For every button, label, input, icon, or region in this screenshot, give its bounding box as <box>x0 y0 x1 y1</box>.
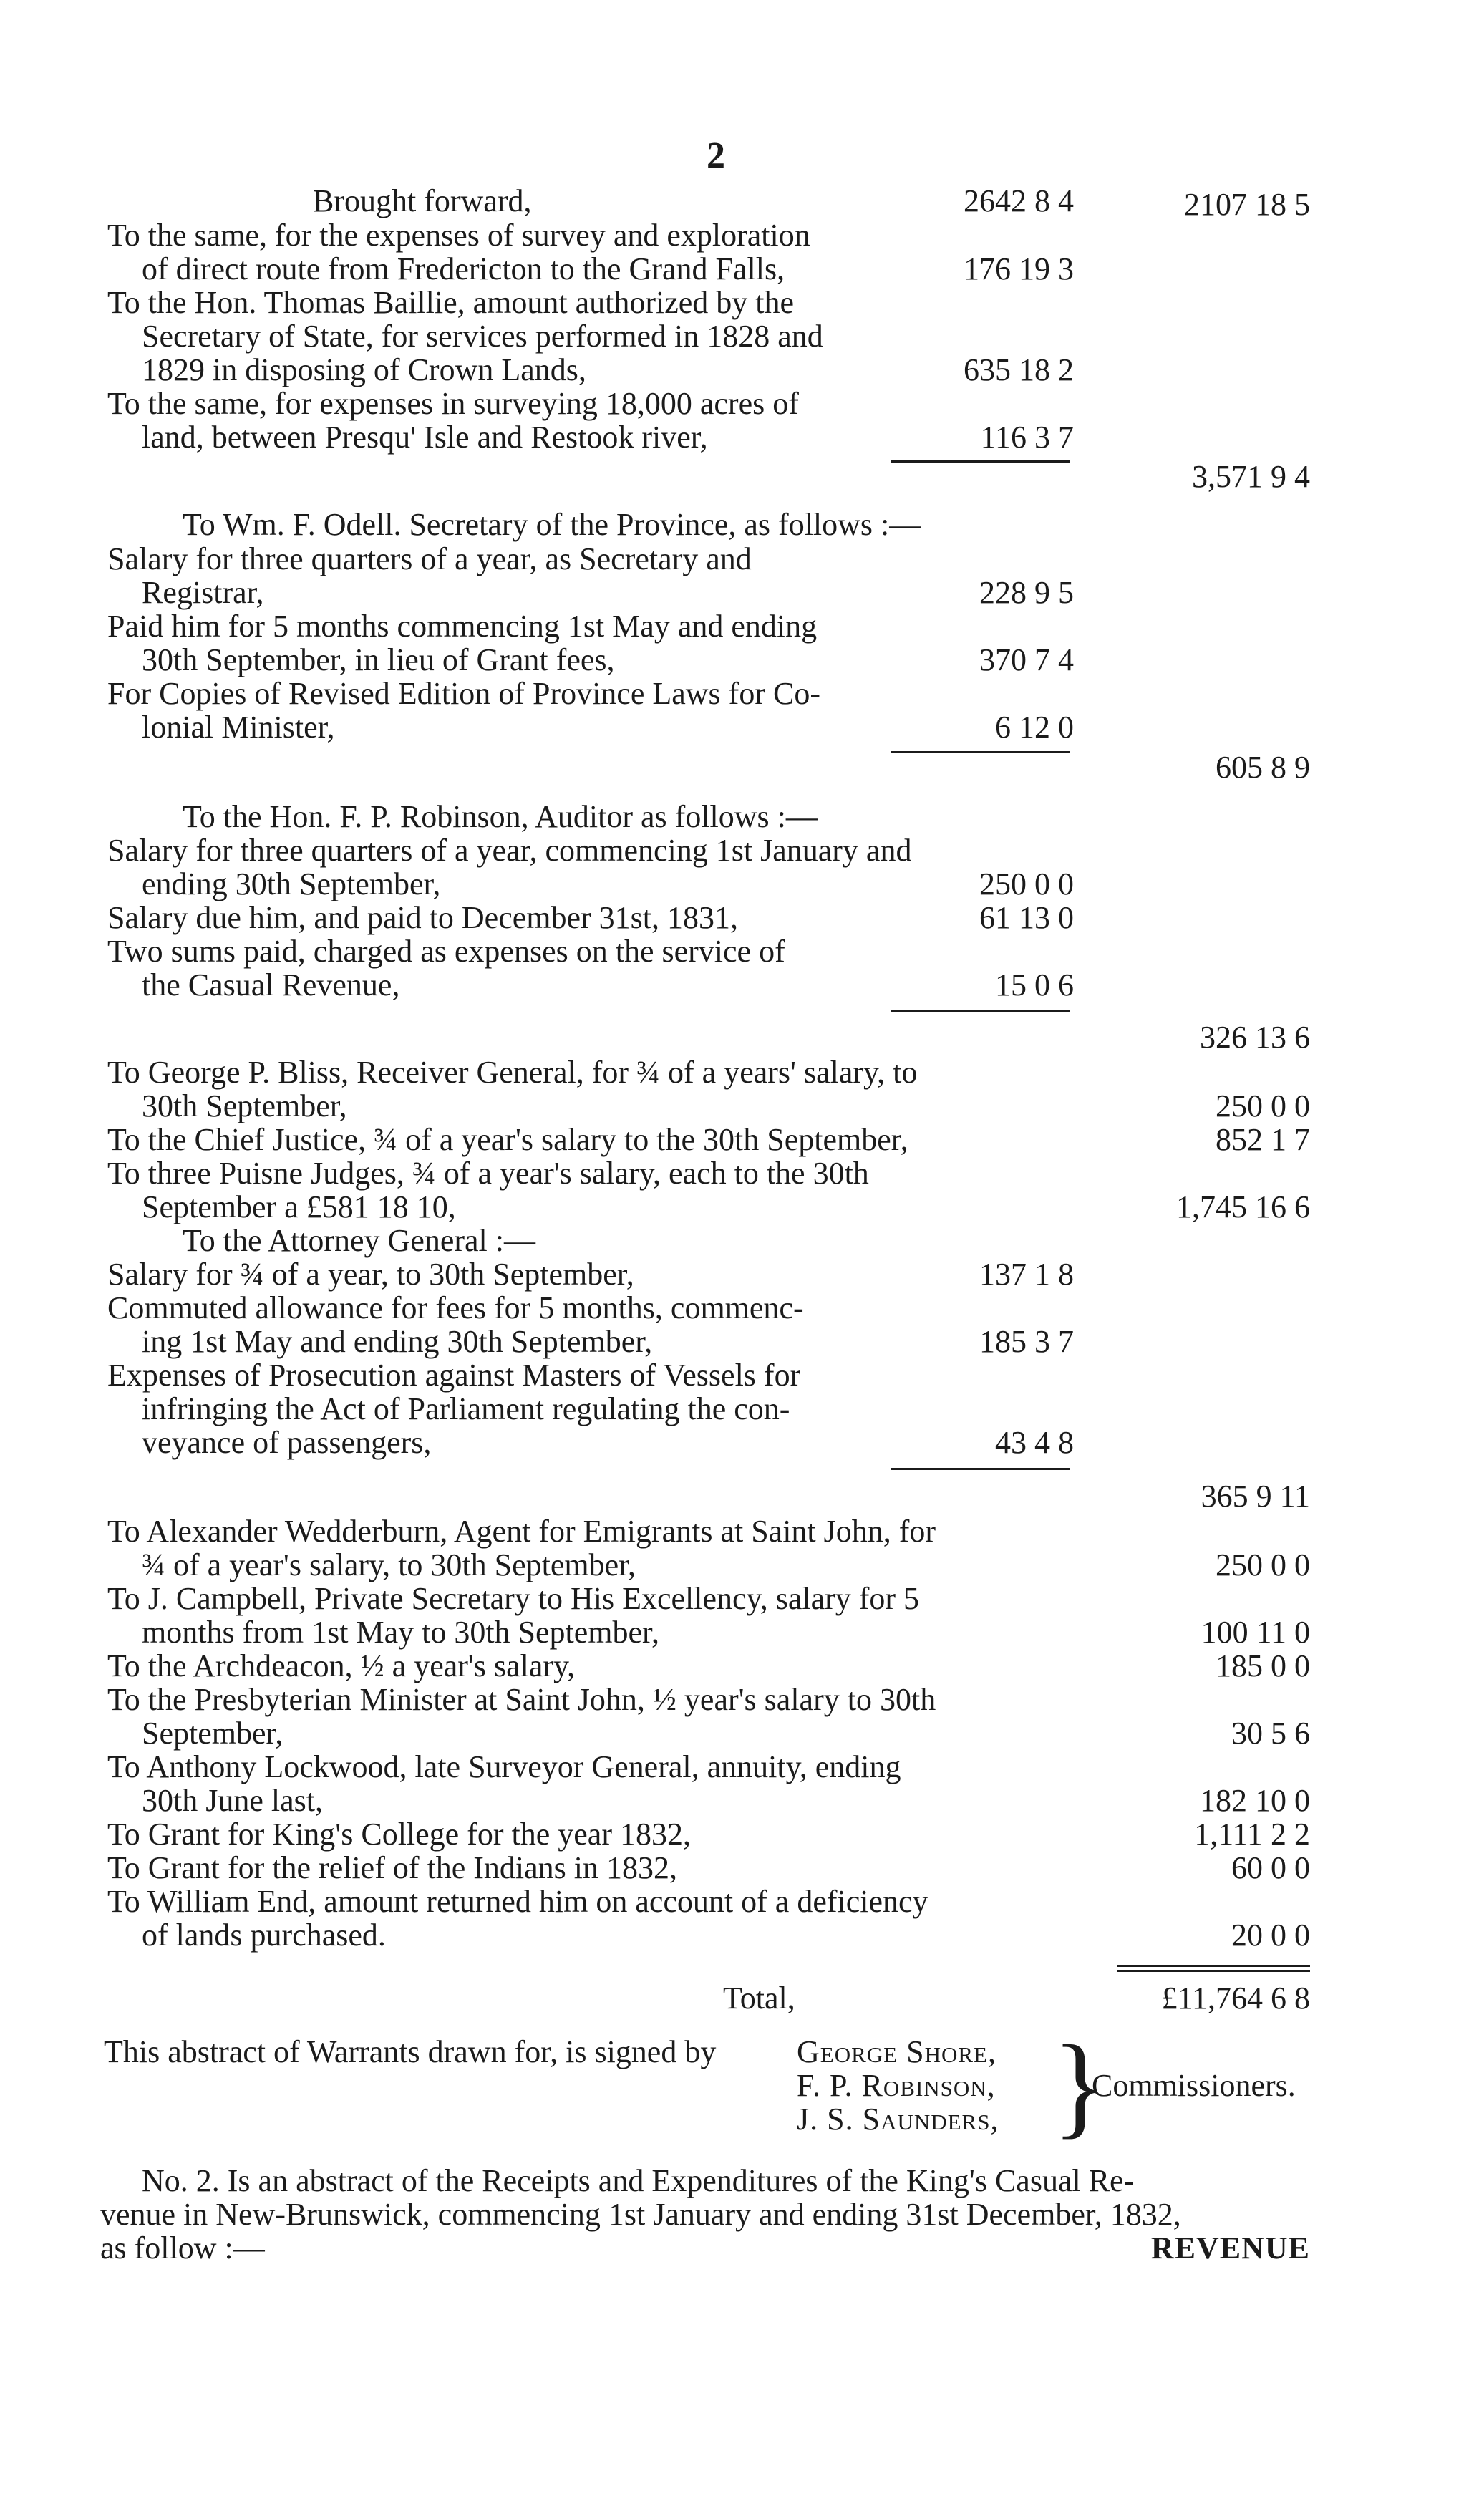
subtotal: 326 13 6 <box>1200 1020 1310 1055</box>
closing-text: venue in New-Brunswick, commencing 1st January and ending 31st December, 1832, <box>100 2197 1181 2232</box>
entry-text: To the same, for expenses in surveying 18,000 acres of <box>107 386 799 421</box>
entry-text: September, <box>142 1716 283 1751</box>
section-heading: To the Attorney General :— <box>183 1223 536 1258</box>
amount-right: 185 0 0 <box>1216 1648 1310 1683</box>
entry-text: To the Chief Justice, ¾ of a year's salary to the 30th September, <box>107 1122 908 1157</box>
sum-rule <box>891 751 1070 753</box>
catchword: REVENUE <box>1150 2230 1310 2266</box>
amount-right: 30 5 6 <box>1231 1716 1310 1751</box>
amount-left: 6 12 0 <box>995 710 1074 745</box>
entry-text: months from 1st May to 30th September, <box>142 1615 659 1650</box>
amount-left: 185 3 7 <box>979 1324 1074 1359</box>
entry-text: Salary due him, and paid to December 31st, 1831, <box>107 900 739 935</box>
amount-left: 15 0 6 <box>995 967 1074 1002</box>
signatory-name: George Shore, <box>797 2034 996 2069</box>
entry-text: To the Hon. Thomas Baillie, amount authorized by the <box>107 285 795 320</box>
amount-left: 43 4 8 <box>995 1425 1074 1460</box>
section-heading: To Wm. F. Odell. Secretary of the Province, as follows :— <box>183 507 921 542</box>
amount-right: 852 1 7 <box>1216 1122 1310 1157</box>
section-heading: To the Hon. F. P. Robinson, Auditor as follows :— <box>183 799 818 834</box>
closing-text: No. 2. Is an abstract of the Receipts and Expenditures of the King's Casual Re- <box>142 2163 1135 2198</box>
entry-text: Paid him for 5 months commencing 1st May and ending <box>107 609 818 644</box>
entry-text: 30th September, in lieu of Grant fees, <box>142 642 615 677</box>
entry-text: veyance of passengers, <box>142 1425 432 1460</box>
page-number: 2 <box>707 135 725 176</box>
entry-text: For Copies of Revised Edition of Province Laws for Co- <box>107 676 820 711</box>
amount-right: 1,111 2 2 <box>1194 1817 1310 1852</box>
entry-text: Expenses of Prosecution against Masters of Vessels for <box>107 1358 801 1393</box>
entry-text: Registrar, <box>142 575 264 610</box>
entry-text: Salary for ¾ of a year, to 30th September, <box>107 1257 634 1292</box>
brace-glyph: } <box>1052 2021 1107 2149</box>
subtotal: 3,571 9 4 <box>1192 459 1310 494</box>
entry-text: the Casual Revenue, <box>142 967 400 1002</box>
signatory-name: J. S. Saunders, <box>797 2102 999 2137</box>
amount-right: 1,745 16 6 <box>1176 1189 1310 1224</box>
total-rule <box>1117 1965 1310 1967</box>
amount-right: 20 0 0 <box>1231 1918 1310 1953</box>
signatory-name: F. P. Robinson, <box>797 2068 996 2103</box>
entry-text: lonial Minister, <box>142 710 335 745</box>
amount-right: 182 10 0 <box>1200 1783 1310 1818</box>
entry-text: land, between Presqu' Isle and Restook river, <box>142 420 708 455</box>
entry-text: of lands purchased. <box>142 1918 386 1953</box>
amount-left: 116 3 7 <box>980 420 1074 455</box>
amount-right: 60 0 0 <box>1231 1850 1310 1885</box>
entry-text: ¾ of a year's salary, to 30th September, <box>142 1547 636 1582</box>
closing-text: as follow :— <box>100 2230 265 2266</box>
entry-text: To the Presbyterian Minister at Saint John, ½ year's salary to 30th <box>107 1682 936 1717</box>
entry-text: To Grant for the relief of the Indians in 1832, <box>107 1850 678 1885</box>
sum-rule <box>891 1468 1070 1470</box>
amount-left: 137 1 8 <box>979 1257 1074 1292</box>
entry-text: To Alexander Wedderburn, Agent for Emigrants at Saint John, for <box>107 1514 936 1549</box>
entry-text: Salary for three quarters of a year, as Secretary and <box>107 541 752 576</box>
entry-text: Salary for three quarters of a year, commencing 1st January and <box>107 833 912 868</box>
amount-right: 100 11 0 <box>1201 1615 1310 1650</box>
entry-text: 1829 in disposing of Crown Lands, <box>142 352 586 387</box>
entry-text: ending 30th September, <box>142 866 441 901</box>
sum-rule <box>891 460 1070 463</box>
total-rule-double <box>1117 1970 1310 1972</box>
amount-left: 2642 8 4 <box>964 183 1074 218</box>
entry-text: To William End, amount returned him on account of a deficiency <box>107 1884 928 1919</box>
total-label: Total, <box>723 1981 795 2016</box>
entry-text: Secretary of State, for services performed in 1828 and <box>142 319 823 354</box>
amount-left: 61 13 0 <box>979 900 1074 935</box>
entry-text: September a £581 18 10, <box>142 1189 456 1224</box>
entry-text: To George P. Bliss, Receiver General, for ¾ of a years' salary, to <box>107 1055 918 1090</box>
total-value: £11,764 6 8 <box>1161 1981 1310 2016</box>
amount-right: 250 0 0 <box>1216 1088 1310 1123</box>
amount-right: 2107 18 5 <box>1184 187 1310 222</box>
entry-text: To three Puisne Judges, ¾ of a year's salary, each to the 30th <box>107 1156 869 1191</box>
entry-text: of direct route from Fredericton to the Grand Falls, <box>142 251 785 286</box>
entry-text: 30th June last, <box>142 1783 323 1818</box>
amount-left: 228 9 5 <box>979 575 1074 610</box>
subtotal: 365 9 11 <box>1201 1479 1310 1514</box>
entry-text: To J. Campbell, Private Secretary to His Excellency, salary for 5 <box>107 1581 920 1616</box>
entry-text: To the same, for the expenses of survey and exploration <box>107 218 810 253</box>
amount-left: 635 18 2 <box>964 352 1074 387</box>
entry-text: ing 1st May and ending 30th September, <box>142 1324 653 1359</box>
amount-left: 370 7 4 <box>979 642 1074 677</box>
entry-text: 30th September, <box>142 1088 347 1123</box>
entry-text: To Grant for King's College for the year 1832, <box>107 1817 691 1852</box>
entry-text: To Anthony Lockwood, late Surveyor General, annuity, ending <box>107 1749 901 1784</box>
entry-text: Two sums paid, charged as expenses on the service of <box>107 934 785 969</box>
sum-rule <box>891 1010 1070 1012</box>
amount-left: 176 19 3 <box>964 251 1074 286</box>
entry-text: Commuted allowance for fees for 5 months, commenc- <box>107 1290 804 1325</box>
entry-text: Brought forward, <box>313 183 532 218</box>
commissioners-label: Commissioners. <box>1092 2068 1296 2103</box>
entry-text: infringing the Act of Parliament regulating the con- <box>142 1391 790 1426</box>
entry-text: To the Archdeacon, ½ a year's salary, <box>107 1648 576 1683</box>
subtotal: 605 8 9 <box>1216 750 1310 785</box>
signature-intro: This abstract of Warrants drawn for, is signed by <box>104 2034 717 2069</box>
amount-left: 250 0 0 <box>979 866 1074 901</box>
amount-right: 250 0 0 <box>1216 1547 1310 1582</box>
